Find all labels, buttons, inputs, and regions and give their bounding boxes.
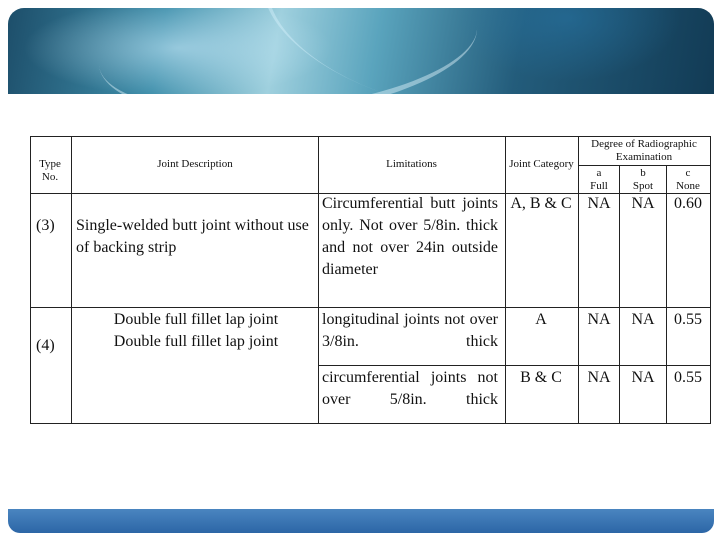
row-spot: NA [631,195,655,212]
row-limitations: longitudinal joints not over 3/8in. thick [322,311,498,350]
header-banner-image [8,8,714,94]
row-joint-category: A, B & C [510,195,572,212]
header-joint-category: Joint Category [509,158,574,170]
header-full: Full [590,180,608,192]
row-none: 0.55 [674,369,702,386]
row-joint-category: B & C [520,369,562,386]
table-col-divider [71,136,72,424]
row-full: NA [587,369,611,386]
footer-bar [8,509,714,533]
row-type-no: (4) [36,337,55,354]
header-joint-description: Joint Description [157,158,233,170]
header-limitations: Limitations [386,158,437,170]
table-border-right [710,136,711,424]
header-col-b: b [640,167,646,179]
row-type-no: (3) [36,217,55,234]
header-col-a: a [596,167,602,179]
table-border-bottom [30,423,710,424]
row-none: 0.55 [674,311,702,328]
row-limitations: Circumferential butt joints only. Not over 5/8in. thick and not over 24in outside diameter [322,195,498,278]
table-col-divider [578,136,579,424]
row-joint-category: A [535,311,547,328]
row-joint-description: Double full fillet lap joint Double full fillet lap joint [113,311,279,350]
header-type-no: Type No. [39,158,61,183]
radiographic-subdivider [578,165,710,166]
table-col-divider [666,165,667,424]
row-limitations: circumferential joints not over 5/8in. thick [322,369,498,408]
table-col-divider [318,136,319,424]
header-none: None [676,180,700,192]
header-radiographic-exam: Degree of Radiographic Examination [591,138,697,163]
row-joint-description: Single-welded butt joint without use of backing strip [76,217,309,256]
row-none: 0.60 [674,195,702,212]
row-full: NA [587,311,611,328]
table-col-divider [619,165,620,424]
table-row-divider [30,307,710,308]
table-border-left [30,136,31,424]
row-spot: NA [631,369,655,386]
table-col-divider [505,136,506,424]
header-col-c: c [685,167,691,179]
row-full: NA [587,195,611,212]
row-spot: NA [631,311,655,328]
table-row-divider [318,365,710,366]
header-spot: Spot [632,180,654,192]
table-border-top [30,136,710,137]
